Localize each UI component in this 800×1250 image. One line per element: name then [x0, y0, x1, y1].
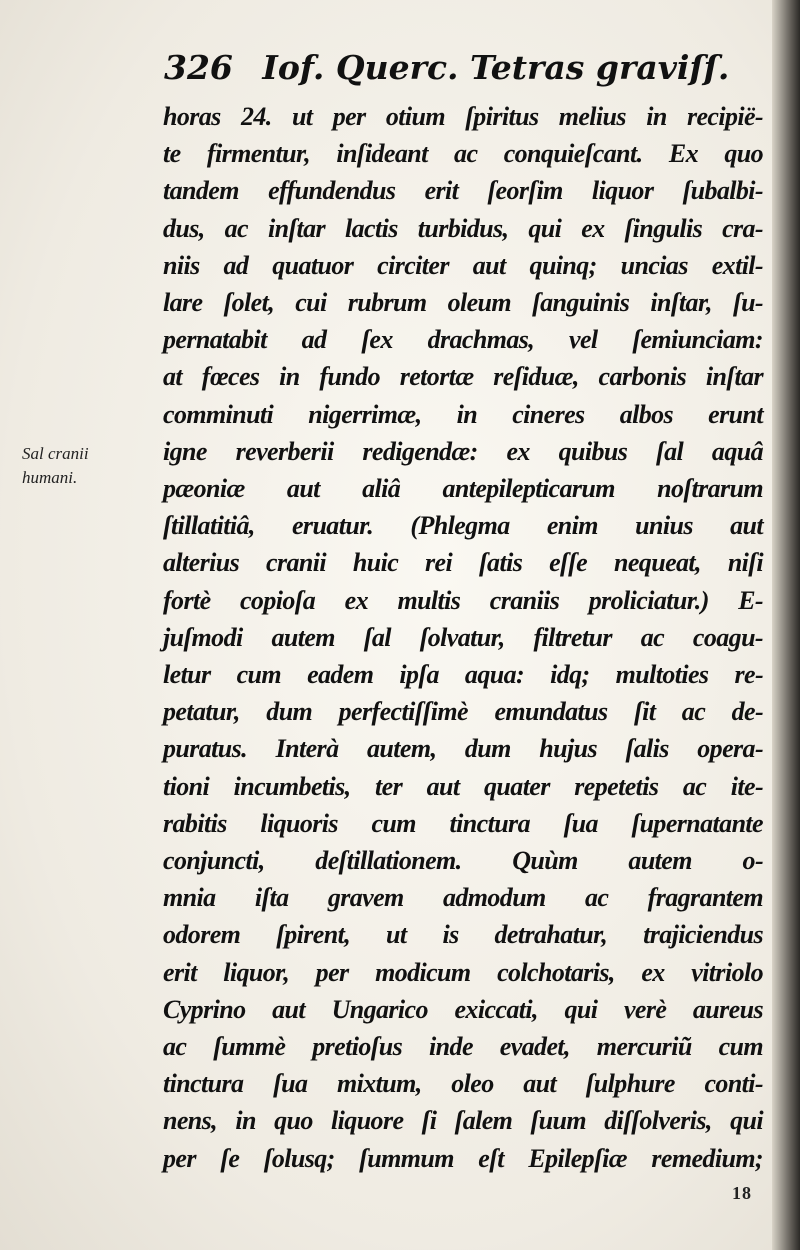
text-line: ſtillatitiâ, eruatur. (Phlegma enim unius aut	[163, 511, 763, 541]
text-line: conjuncti, deſtillationem. Quùm autem o-	[163, 846, 763, 876]
text-line: horas 24. ut per otium ſpiritus melius in recipië-	[163, 102, 763, 131]
text-line: tioni incumbetis, ter aut quater repetetis ac ite-	[163, 771, 763, 801]
page-number: 326	[164, 48, 233, 87]
marginal-note-line: Sal cranii	[22, 444, 89, 463]
text-line: per ſe ſolusq; ſummum eſt Epilepſiæ remedium;	[163, 1143, 763, 1173]
text-line: odorem ſpirent, ut is detrahatur, trajiciendus	[163, 920, 763, 950]
text-line: tinctura ſua mixtum, oleo aut ſulphure conti-	[163, 1069, 763, 1099]
text-line: juſmodi autem ſal ſolvatur, filtretur ac coagu-	[163, 622, 763, 652]
text-line: alterius cranii huic rei ſatis eſſe nequeat, niſi	[163, 548, 763, 578]
text-line: nens, in quo liquore ſi ſalem ſuum diſſolveris, qui	[163, 1106, 763, 1136]
text-line: te firmentur, inſideant ac conquieſcant. Ex quo	[163, 139, 763, 169]
text-line: rabitis liquoris cum tinctura ſua ſupernatante	[163, 808, 763, 838]
text-line: comminuti nigerrimæ, in cineres albos erunt	[163, 399, 763, 429]
text-line: igne reverberii redigendæ: ex quibus ſal aquâ	[163, 436, 763, 466]
text-line: letur cum eadem ipſa aqua: idq; multoties re-	[163, 660, 763, 690]
text-line: lare ſolet, cui rubrum oleum ſanguinis inſtar, ſu-	[163, 288, 763, 318]
text-line: pernatabit ad ſex drachmas, vel ſemiunciam:	[163, 325, 763, 355]
page-edge-shadow	[772, 0, 800, 1250]
text-line: ac ſummè pretioſus inde evadet, mercuriũ cum	[163, 1032, 763, 1062]
running-head	[164, 48, 764, 87]
text-line: puratus. Interà autem, dum hujus ſalis opera-	[163, 734, 763, 764]
body-text	[163, 98, 763, 1177]
running-title: Iof. Querc. Tetras graviſſ.	[262, 48, 730, 87]
marginal-note-line: humani.	[22, 468, 78, 487]
text-line: Cyprino aut Ungarico exiccati, qui verè aureus	[163, 994, 763, 1024]
text-line: tandem effundendus erit ſeorſim liquor ſubalbi-	[163, 176, 763, 206]
text-line: niis ad quatuor circiter aut quinq; uncias extil-	[163, 250, 763, 280]
text-line: petatur, dum perfectiſſimè emundatus ſit ac de-	[163, 697, 763, 727]
text-line: fortè copioſa ex multis craniis proliciatur.) E-	[163, 585, 763, 615]
signature-mark: 18	[732, 1183, 752, 1203]
marginal-note	[22, 442, 152, 490]
text-line: erit liquor, per modicum colchotaris, ex vitriolo	[163, 957, 763, 987]
text-line: pæoniæ aut aliâ antepilepticarum noſtrarum	[163, 474, 763, 504]
text-line: mnia iſta gravem admodum ac fragrantem	[163, 883, 763, 913]
text-line: dus, ac inſtar lactis turbidus, qui ex ſingulis cra-	[163, 213, 763, 243]
text-line: at fœces in fundo retortæ reſiduæ, carbonis inſtar	[163, 362, 763, 392]
